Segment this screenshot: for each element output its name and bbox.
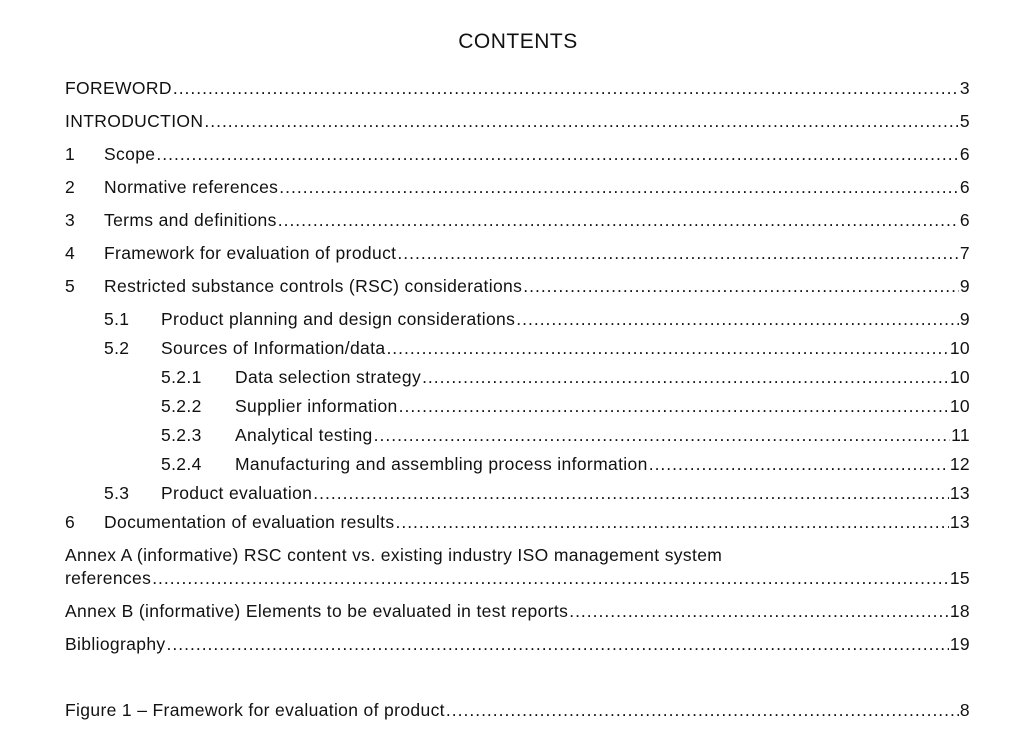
toc-entry-page: 11 — [951, 425, 970, 445]
toc-entry-page: 18 — [949, 601, 970, 621]
toc-entry-page: 7 — [959, 243, 970, 263]
dot-leader — [167, 632, 949, 656]
dot-leader — [386, 336, 948, 360]
dot-leader — [152, 566, 949, 590]
dot-leader — [649, 452, 949, 476]
toc-entry-scope[interactable] — [65, 142, 970, 166]
toc-entry-page: 13 — [949, 483, 970, 503]
toc-entry-label: FOREWORD — [65, 78, 172, 98]
toc-entry-framework[interactable] — [65, 241, 970, 265]
toc-entry-documentation[interactable] — [65, 510, 970, 534]
toc-entry-label: Terms and definitions — [104, 210, 277, 230]
toc-entry-page: 12 — [949, 454, 970, 474]
toc-entry-page: 9 — [959, 309, 970, 329]
toc-entry-5-2[interactable] — [104, 336, 970, 360]
toc-entry-normative-references[interactable] — [65, 175, 970, 199]
toc-entry-label: Scope — [104, 144, 156, 164]
dot-leader — [204, 109, 959, 133]
toc-entry-number: 5.2.4 — [161, 454, 202, 474]
toc-entry-5-2-2[interactable] — [161, 394, 970, 418]
toc-entry-label: Annex B (informative) Elements to be evaluated in test reports — [65, 601, 569, 621]
toc-entry-label: Supplier information — [235, 396, 398, 416]
toc-entry-label: Restricted substance controls (RSC) considerations — [104, 276, 523, 296]
toc-entry-introduction[interactable] — [65, 109, 970, 133]
toc-entry-number: 5 — [65, 276, 76, 296]
toc-entry-page: 10 — [949, 396, 970, 416]
toc-entry-number: 2 — [65, 177, 76, 197]
toc-entry-number: 5.3 — [104, 483, 130, 503]
toc-entry-page: 3 — [959, 78, 970, 98]
toc-entry-page: 9 — [959, 276, 970, 296]
toc-entry-label: Figure 1 – Framework for evaluation of product — [65, 700, 445, 720]
toc-entry-page: 6 — [959, 177, 970, 197]
toc-entry-bibliography[interactable] — [65, 632, 970, 656]
toc-entry-label: Normative references — [104, 177, 279, 197]
toc-entry-foreword[interactable] — [65, 76, 970, 100]
toc-entry-label: Manufacturing and assembling process information — [235, 454, 648, 474]
toc-entry-5-2-4[interactable] — [161, 452, 970, 476]
toc-entry-number: 5.2.2 — [161, 396, 202, 416]
dot-leader — [374, 423, 951, 447]
toc-entry-number: 5.2.3 — [161, 425, 202, 445]
toc-entry-page: 10 — [949, 338, 970, 358]
toc-entry-5-3[interactable] — [104, 481, 970, 505]
toc-entry-annex-a[interactable] — [65, 566, 970, 590]
toc-entry-label: references — [65, 568, 152, 588]
dot-leader — [395, 510, 948, 534]
toc-entry-figure-1[interactable] — [65, 698, 970, 722]
toc-entry-5-2-1[interactable] — [161, 365, 970, 389]
page-title: CONTENTS — [458, 30, 578, 53]
toc-entry-number: 1 — [65, 144, 76, 164]
toc-entry-number: 5.2.1 — [161, 367, 202, 387]
toc-entry-label: INTRODUCTION — [65, 111, 204, 131]
dot-leader — [446, 698, 959, 722]
toc-entry-label: Product planning and design considerations — [161, 309, 516, 329]
toc-entry-annex-a-title[interactable]: Annex A (informative) RSC content vs. existing industry ISO management system — [65, 545, 723, 565]
toc-entry-page: 5 — [959, 111, 970, 131]
toc-entry-number: 5.1 — [104, 309, 130, 329]
dot-leader — [399, 394, 949, 418]
toc-entry-5-2-3[interactable] — [161, 423, 970, 447]
dot-leader — [569, 599, 949, 623]
toc-entry-page: 8 — [959, 700, 970, 720]
toc-entry-number: 6 — [65, 512, 76, 532]
dot-leader — [313, 481, 949, 505]
dot-leader — [173, 76, 959, 100]
toc-entry-label: Data selection strategy — [235, 367, 422, 387]
toc-entry-page: 6 — [959, 210, 970, 230]
dot-leader — [156, 142, 959, 166]
dot-leader — [422, 365, 949, 389]
toc-entry-page: 13 — [949, 512, 970, 532]
dot-leader — [278, 208, 959, 232]
toc-entry-label: Documentation of evaluation results — [104, 512, 395, 532]
toc-entry-page: 15 — [949, 568, 970, 588]
dot-leader — [523, 274, 959, 298]
toc-entry-number: 3 — [65, 210, 76, 230]
toc-entry-number: 5.2 — [104, 338, 130, 358]
toc-entry-label: Product evaluation — [161, 483, 313, 503]
toc-entry-page: 6 — [959, 144, 970, 164]
toc-entry-label: Sources of Information/data — [161, 338, 386, 358]
dot-leader — [279, 175, 959, 199]
toc-entry-page: 10 — [949, 367, 970, 387]
toc-entry-page: 19 — [949, 634, 970, 654]
toc-entry-number: 4 — [65, 243, 76, 263]
toc-entry-annex-b[interactable] — [65, 599, 970, 623]
toc-entry-label: Analytical testing — [235, 425, 373, 445]
toc-entry-label: Framework for evaluation of product — [104, 243, 397, 263]
toc-entry-rsc-considerations[interactable] — [65, 274, 970, 298]
toc-entry-5-1[interactable] — [104, 307, 970, 331]
dot-leader — [516, 307, 959, 331]
toc-entry-terms-and-definitions[interactable] — [65, 208, 970, 232]
dot-leader — [397, 241, 959, 265]
toc-entry-label: Bibliography — [65, 634, 166, 654]
